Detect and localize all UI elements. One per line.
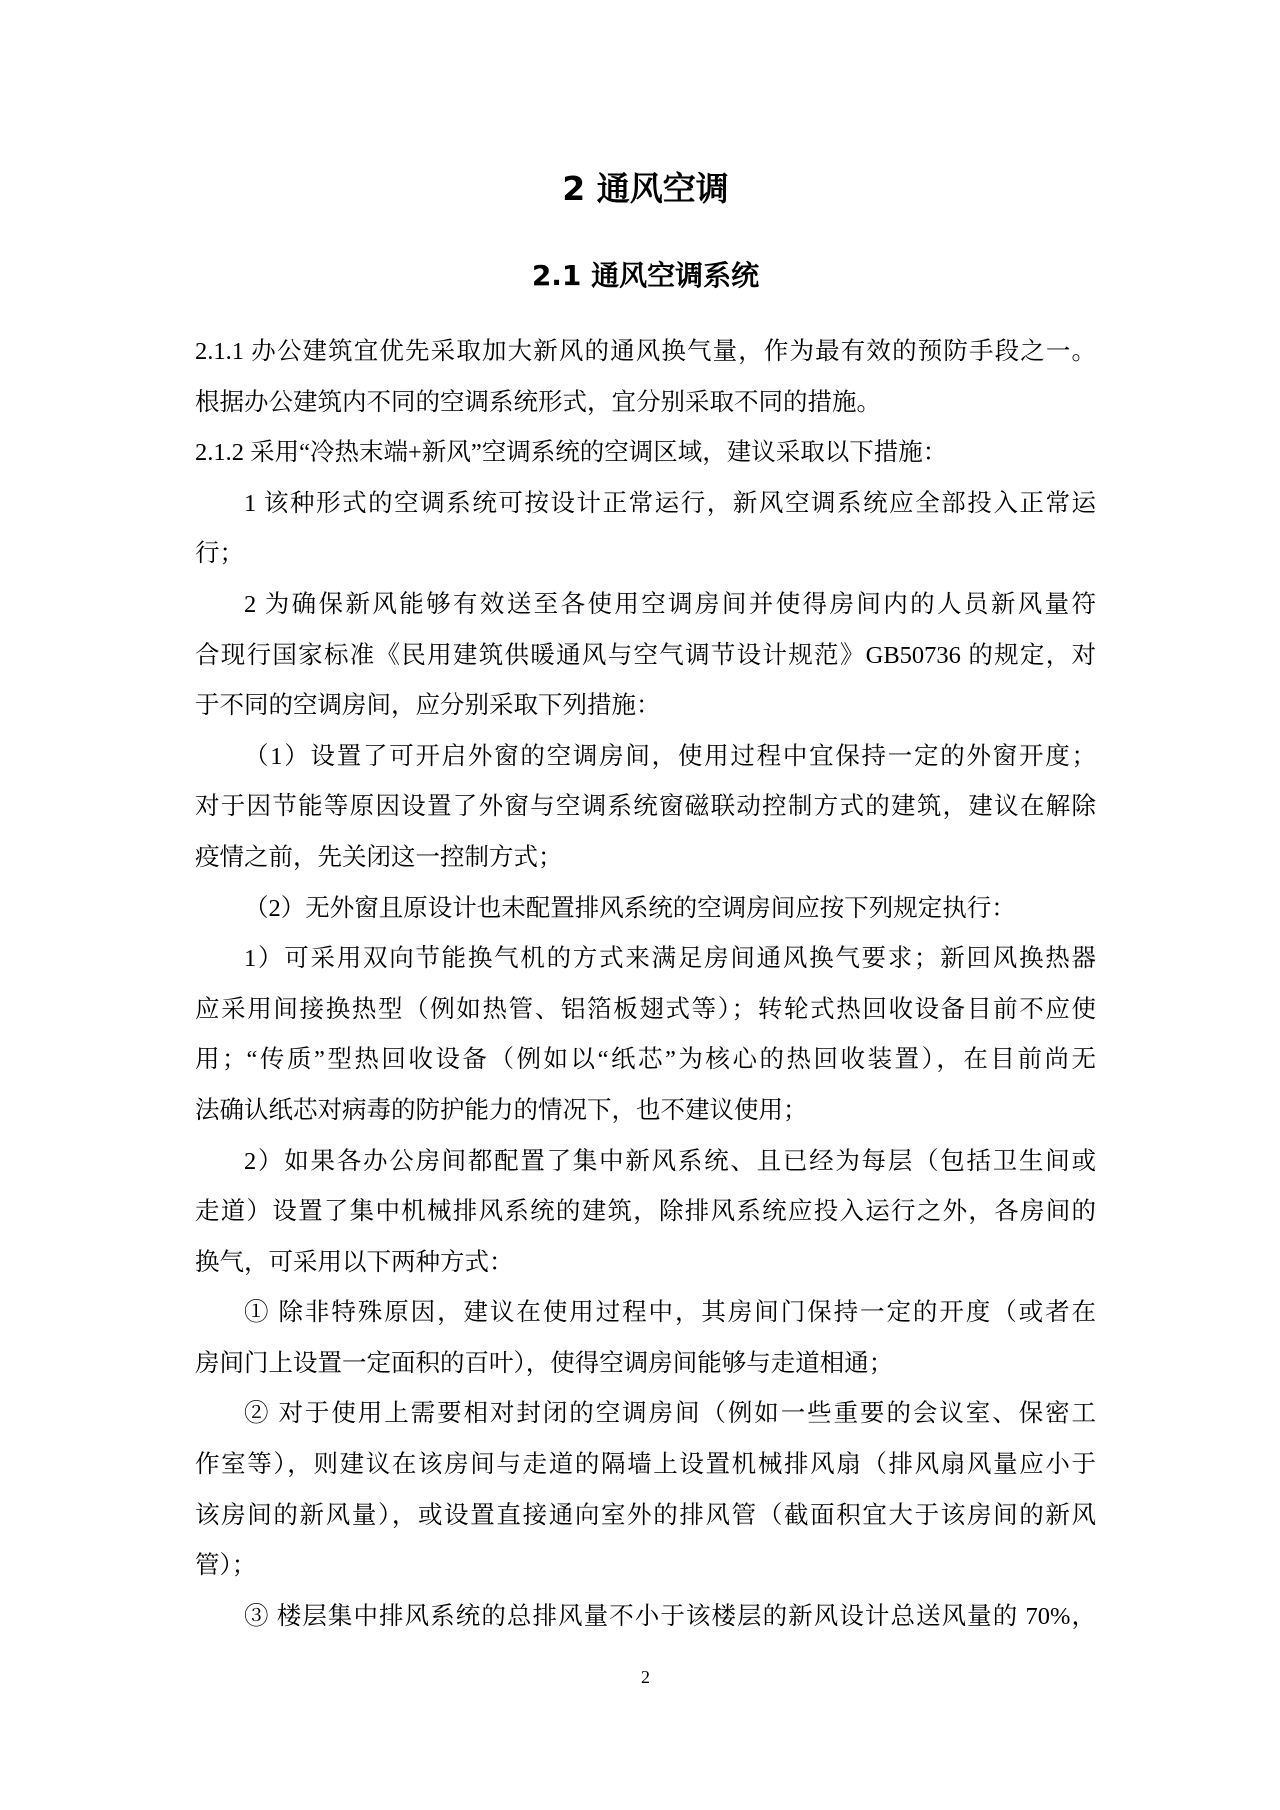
text-line: 用；“传质”型热回收设备（例如以“纸芯”为核心的热回收装置），在目前尚无 bbox=[195, 1046, 1096, 1074]
text-line: 2.1.1 办公建筑宜优先采取加大新风的通风换气量，作为最有效的预防手段之一。 bbox=[195, 338, 1096, 365]
text-line: 对于因节能等原因设置了外窗与空调系统窗磁联动控制方式的建筑，建议在解除 bbox=[195, 793, 1096, 821]
measure-1 bbox=[195, 732, 1096, 884]
option-1 bbox=[195, 1288, 1096, 1389]
text-line: （1）设置了可开启外窗的空调房间，使用过程中宜保持一定的外窗开度； bbox=[244, 742, 1096, 770]
page-number: 2 bbox=[641, 1667, 650, 1687]
option-2 bbox=[195, 1389, 1096, 1591]
text-line: 2）如果各办公房间都配置了集中新风系统、且已经为每层（包括卫生间或 bbox=[244, 1147, 1096, 1175]
text-line: 房间门上设置一定面积的百叶），使得空调房间能够与走道相通； bbox=[195, 1349, 894, 1377]
text-line: 根据办公建筑内不同的空调系统形式，宜分别采取不同的措施。 bbox=[195, 388, 881, 416]
item-2 bbox=[195, 580, 1096, 732]
section-title: 2.1 通风空调系统 bbox=[531, 259, 760, 292]
text-line: 该房间的新风量），或设置直接通向室外的排风管（截面积宜大于该房间的新风 bbox=[195, 1501, 1096, 1529]
clause-2-1-2 bbox=[195, 428, 1096, 479]
text-line: 管）； bbox=[195, 1552, 257, 1580]
text-line: 法确认纸芯对病毒的防护能力的情况下，也不建议使用； bbox=[195, 1096, 808, 1124]
text-line: 于不同的空调房间，应分别采取下列措施： bbox=[195, 692, 661, 720]
text-line: ③ 楼层集中排风系统的总排风量不小于该楼层的新风设计总送风量的 70%， bbox=[244, 1602, 1096, 1630]
text-line: 作室等），则建议在该房间与走道的隔墙上设置机械排风扇（排风扇风量应小于 bbox=[195, 1451, 1096, 1479]
option-3 bbox=[195, 1592, 1096, 1643]
text-line: 走道）设置了集中机械排风系统的建筑，除排风系统应投入运行之外，各房间的 bbox=[195, 1198, 1096, 1226]
text-line: （2）无外窗且原设计也未配置排风系统的空调房间应按下列规定执行： bbox=[244, 894, 1016, 922]
measure-2 bbox=[195, 884, 1096, 935]
body-text bbox=[195, 327, 1096, 1642]
text-line: ① 除非特殊原因，建议在使用过程中，其房间门保持一定的开度（或者在 bbox=[244, 1299, 1096, 1327]
text-line: 换气，可采用以下两种方式： bbox=[195, 1248, 514, 1276]
measure-2-sub-1 bbox=[195, 934, 1096, 1136]
text-line: 疫情之前，先关闭这一控制方式； bbox=[195, 843, 563, 871]
text-line: 行； bbox=[195, 540, 244, 568]
text-line: ② 对于使用上需要相对封闭的空调房间（例如一些重要的会议室、保密工 bbox=[244, 1400, 1096, 1428]
text-line: 2 为确保新风能够有效送至各使用空调房间并使得房间内的人员新风量符 bbox=[244, 590, 1096, 618]
text-line: 1）可采用双向节能换气机的方式来满足房间通风换气要求；新回风换热器 bbox=[244, 945, 1096, 973]
item-1 bbox=[195, 479, 1096, 580]
text-line: 合现行国家标准《民用建筑供暖通风与空气调节设计规范》GB50736 的规定，对 bbox=[195, 641, 1096, 669]
clause-2-1-1 bbox=[195, 327, 1096, 428]
measure-2-sub-2 bbox=[195, 1137, 1096, 1289]
text-line: 应采用间接换热型（例如热管、铝箔板翅式等）；转轮式热回收设备目前不应使 bbox=[195, 995, 1096, 1023]
chapter-title: 2 通风空调 bbox=[562, 169, 729, 208]
text-line: 1 该种形式的空调系统可按设计正常运行，新风空调系统应全部投入正常运 bbox=[244, 489, 1096, 517]
text-line: 2.1.2 采用“冷热末端+新风”空调系统的空调区域，建议采取以下措施： bbox=[195, 439, 948, 467]
